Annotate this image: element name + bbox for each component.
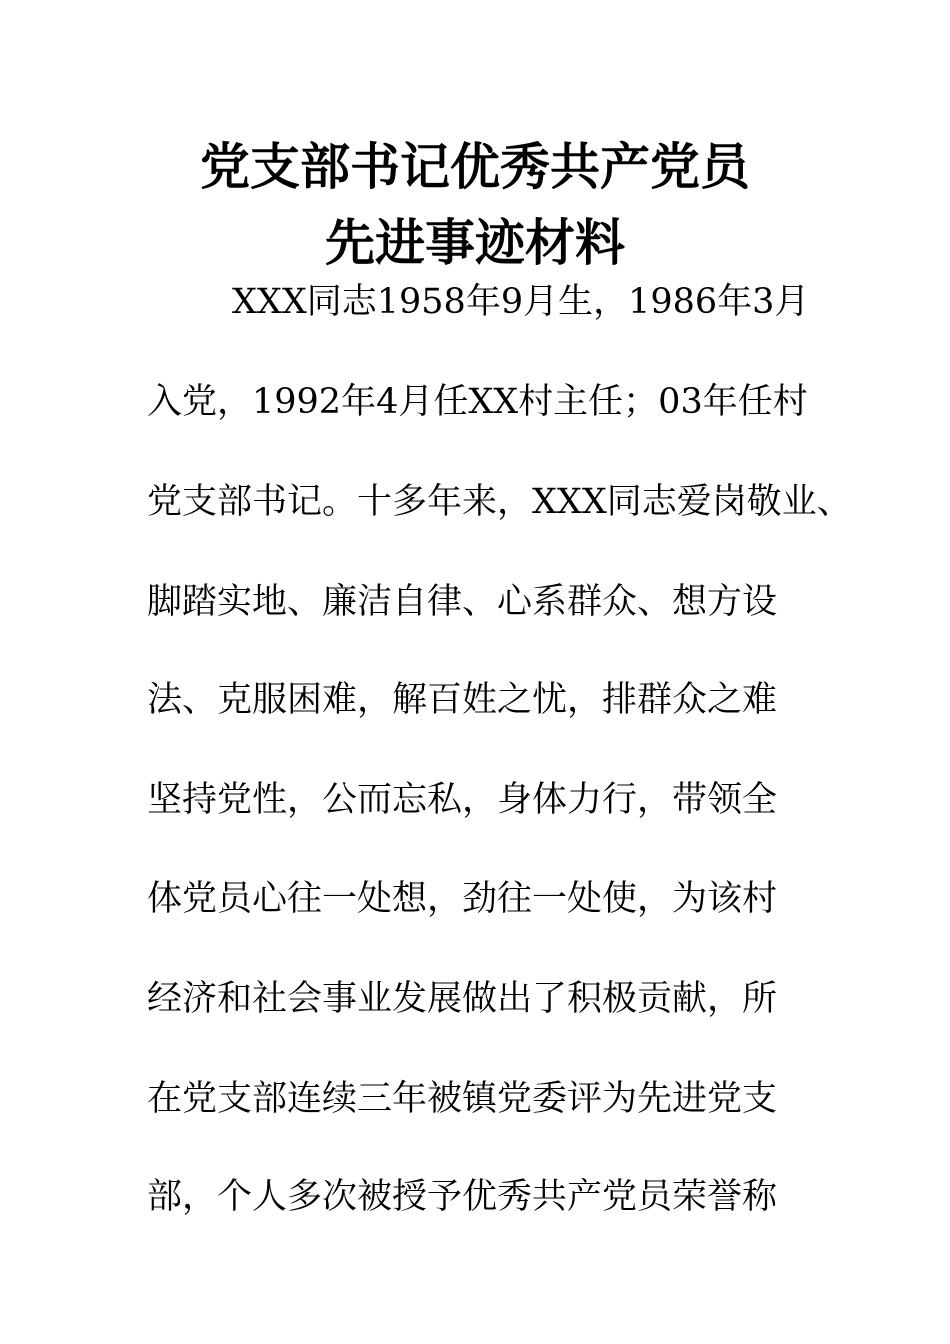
- document-title-line-1: 党支部书记优秀共产党员: [200, 137, 750, 196]
- body-line-5: 法、克服困难，解百姓之忧，排群众之难: [147, 680, 778, 720]
- document-title-line-2: 先进事迹材料: [325, 213, 625, 272]
- body-line-6: 坚持党性，公而忘私，身体力行，带领全: [147, 780, 778, 820]
- body-line-3: 党支部书记。十多年来，XXX同志爱岗敬业、: [147, 482, 852, 522]
- body-line-8: 经济和社会事业发展做出了积极贡献，所: [147, 979, 778, 1019]
- body-line-4: 脚踏实地、廉洁自律、心系群众、想方设: [147, 582, 778, 622]
- body-line-9: 在党支部连续三年被镇党委评为先进党支: [147, 1079, 778, 1119]
- body-line-2: 入党，1992年4月任XX村主任；03年任村: [147, 382, 808, 422]
- body-line-7: 体党员心往一处想，劲往一处使，为该村: [147, 879, 778, 919]
- body-line-1: XXX同志1958年9月生，1986年3月: [232, 282, 810, 322]
- body-line-10: 部，个人多次被授予优秀共产党员荣誉称: [147, 1177, 778, 1217]
